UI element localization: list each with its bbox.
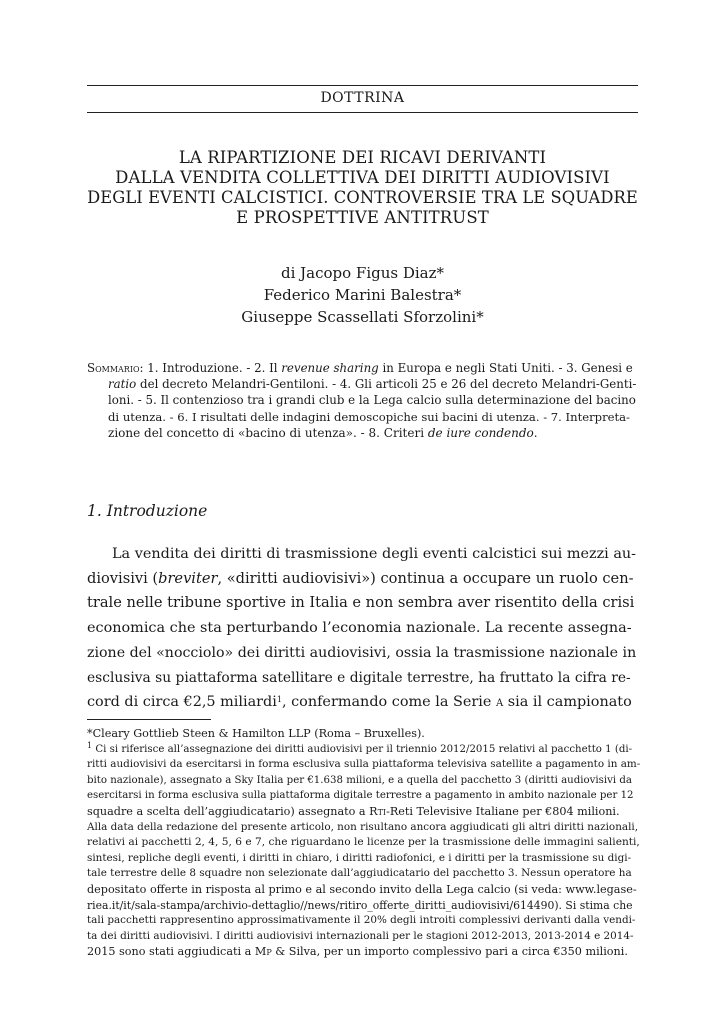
footnote-ref[interactable]: 1 [276,695,282,705]
footnote-text: & Silva, per un importo complessivo pari a circa €350 milioni. [271,945,628,959]
summary-line: loni. - 5. Il contenzioso tra i grandi club e la Lega calcio sulla determinazione del bacino [108,393,636,408]
footnote-affiliation: *Cleary Gottlieb Steen & Hamilton LLP (Roma – Bruxelles). [87,727,425,740]
title-line: E PROSPETTIVE ANTITRUST [236,208,489,227]
footnote-number: 1 [87,740,93,750]
footnote-line: bito nazionale), assegnato a Sky Italia per €1.638 milioni, e a quella del pacchetto 3 (diritti audiovisivi da [87,774,632,786]
footnote-text: p [266,945,272,959]
summary-text: in Europa e negli Stati Uniti. - 3. Genesi e [378,361,633,375]
title-line: LA RIPARTIZIONE DEI RICAVI DERIVANTI [178,148,547,167]
summary-term: revenue sharing [281,361,379,375]
summary-term: de iure condendo [427,425,534,440]
body-line: esclusiva su piattaforma satellitare e digitale terrestre, ha fruttato la cifra re- [87,669,631,686]
footnote-line: depositato offerte in risposta al primo e al secondo invito della Lega calcio (si veda: www.legase- [87,882,637,896]
summary-text: zione del concetto di «bacino di utenza». - 8. Criteri [108,425,428,440]
summary-term: ratio [108,377,137,392]
top-rule [87,85,638,86]
body-text: diovisivi ( [87,569,159,587]
summary-line [87,360,638,376]
footnote-line [87,742,640,758]
footnote-line: relativi ai pacchetti 2, 4, 5, 6 e 7, che riguardano le licenze per la trasmissione delle immagini salienti, [87,836,640,849]
section-rule [87,112,638,113]
body-term: breviter [158,569,218,587]
body-line: zione del «nocciolo» dei diritti audiovisivi, ossia la trasmissione nazionale in [87,644,637,661]
section-label: DOTTRINA [320,90,405,106]
footnote-line: sintesi, repliche degli eventi, i diritti in chiaro, i diritti radiofonici, e i diritti per la trasmissione su digi- [87,851,632,864]
summary-text: . [533,425,538,440]
section-heading: 1. Introduzione [87,502,208,520]
footnote-rule [87,719,211,720]
footnote-line: riea.it/it/sala-stampa/archivio-dettaglio//news/ritiro_offerte_diritti_audiovisivi/614490). Si stima che [87,898,633,912]
author-list [87,262,638,328]
body-line [87,690,638,715]
footnote-text: squadre a scelta dell’aggiudicatario) assegnato a R [87,804,378,818]
footnote-line [87,944,640,960]
body-line: economica che sta perturbando l’economia nazionale. La recente assegna- [87,620,632,637]
footnotes [87,726,640,960]
body-line [87,567,638,592]
footnote-text: 2015 sono stati aggiudicati a M [87,945,267,959]
footnote-text: ti [377,804,387,818]
body-text: a [495,694,504,711]
summary-text: del decreto Melandri-Gentiloni. - 4. Gli articoli 25 e 26 del decreto Melandri-Genti- [136,377,637,392]
body-text: sia il campionato [503,694,632,711]
summary-line [87,425,638,441]
title-line: DALLA VENDITA COLLETTIVA DEI DIRITTI AUDIOVISIVI [115,168,610,187]
summary-line [87,376,638,392]
author: di Jacopo Figus Diaz* [280,264,445,282]
summary-line: di utenza. - 6. I risultati delle indagini demoscopiche sui bacini di utenza. - 7. Interpreta- [108,409,630,424]
body-line: trale nelle tribune sportive in Italia e non sembra aver risentito della crisi [87,594,635,612]
body-text: , «diritti audiovisivi») continua a occupare un ruolo cen- [217,569,634,587]
footnote-line: ta dei diritti audiovisivi. I diritti audiovisivi internazionali per le stagioni 2012-2013, 2013-2014 e 2014- [87,929,634,942]
article-title [87,148,638,228]
author: Federico Marini Balestra* [263,286,462,304]
footnote-line [87,804,640,820]
footnote-line: ritti audiovisivi da esercitarsi in forma esclusiva sulla piattaforma televisiva satellite a pagamento in am- [87,758,641,771]
footnote-text: -Reti Televisive Italiane per €804 milioni. [386,804,620,818]
footnote-text: Ci si riferisce all’assegnazione dei diritti audiovisivi per il triennio 2012/2015 relativi al pacchetto 1 (di- [92,743,633,755]
summary-text: 1. Introduzione. - 2. Il [143,361,282,375]
footnote-line: tale terrestre delle 8 squadre non selezionate dall’aggiudicatario del pacchetto 3. Nessun operatore ha [87,867,632,880]
footnote-line: Alla data della redazione del presente articolo, non risultano ancora aggiudicati gli altri diritti nazionali, [87,820,639,833]
body-paragraph [87,542,638,715]
footnote-line: tali pacchetti rappresentino approssimativamente il 20% degli introiti complessivi derivanti dalla vendi- [87,914,636,927]
title-line: DEGLI EVENTI CALCISTICI. CONTROVERSIE TRA LE SQUADRE [87,188,638,207]
summary-label: Sommario: [87,361,144,375]
author: Giuseppe Scassellati Sforzolini* [241,308,484,326]
footnote-line: esercitarsi in forma esclusiva sulla piattaforma digitale terrestre a pagamento in ambito nazionale per 12 [87,790,634,802]
body-text: , confermando come la Serie [281,694,496,711]
body-line: La vendita dei diritti di trasmissione degli eventi calcistici sui mezzi au- [112,546,637,562]
body-text: cord di circa €2,5 miliardi [87,694,277,711]
summary [87,360,638,441]
